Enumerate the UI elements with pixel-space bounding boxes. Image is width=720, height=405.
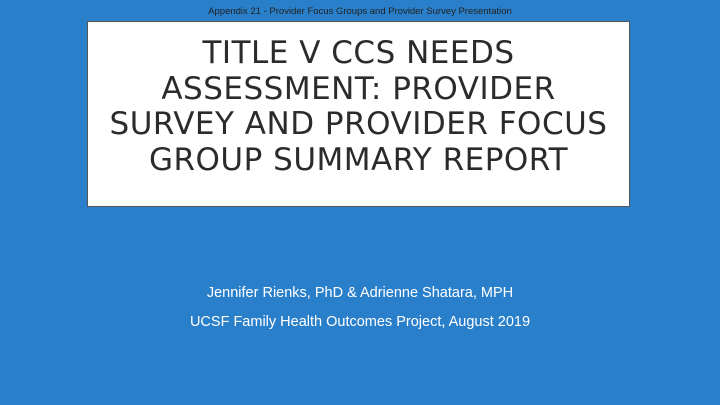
slide-title [99, 36, 619, 178]
authors: Jennifer Rienks, PhD & Adrienne Shatara, MPH [206, 285, 514, 301]
affiliation: UCSF Family Health Outcomes Project, August 2019 [189, 314, 531, 330]
title-line-3: SURVEY AND PROVIDER FOCUS [109, 106, 608, 142]
title-line-1: TITLE V CCS NEEDS [202, 35, 515, 71]
title-line-2: ASSESSMENT: PROVIDER [161, 70, 556, 107]
appendix-header-note: Appendix 21 - Provider Focus Groups and Provider Survey Presentation [208, 6, 512, 17]
title-box [87, 21, 630, 207]
title-line-4: GROUP SUMMARY REPORT [148, 141, 569, 178]
